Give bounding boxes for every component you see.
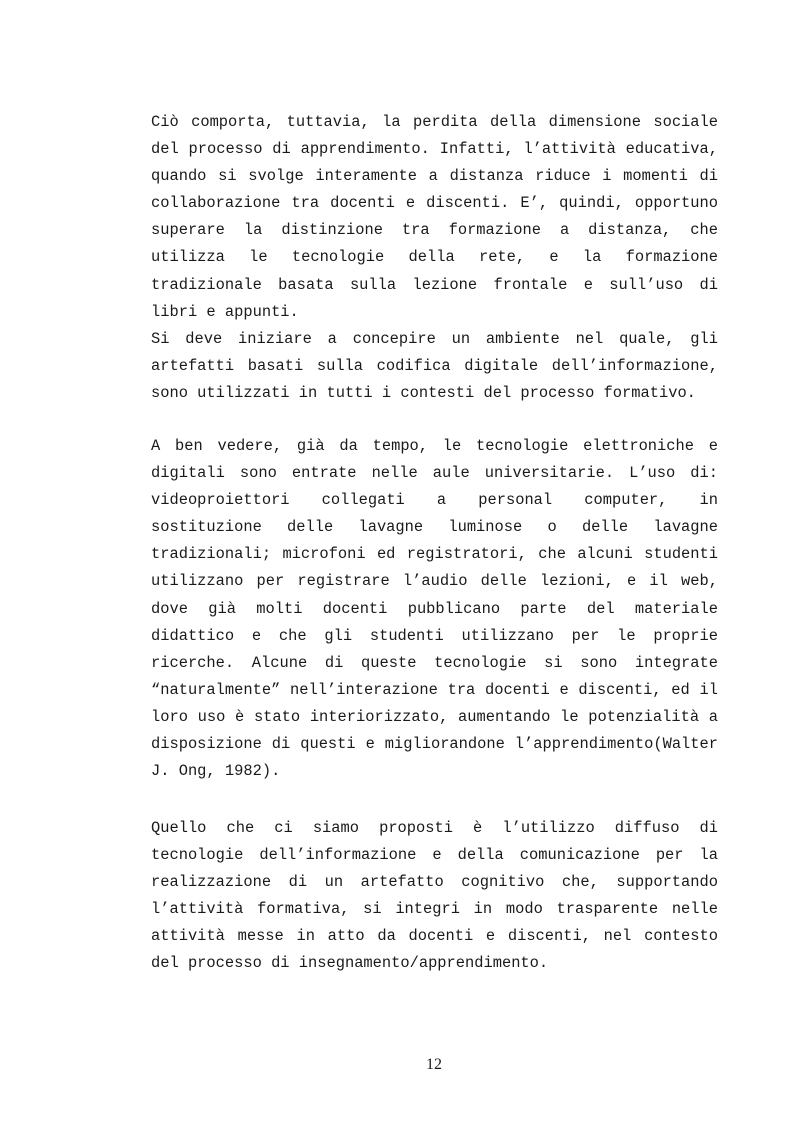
paragraph: A ben vedere, già da tempo, le tecnologie elettroniche e digitali sono entrate nelle aule universitarie. L’uso di: videoproiettori collegati a personal computer, in sostituzione delle lavagne luminose o delle lavagne tradizionali; microfoni ed registratori, che alcuni studenti utilizzano per registrare l’audio delle lezioni, e il web, dove già molti docenti pubblicano parte del materiale didattico e che gli studenti utilizzano per le proprie ricerche. Alcune di queste tecnologie si sono integrate “naturalmente” nell’interazione tra docenti e discenti, ed il loro uso è stato interiorizzato, aumentando le potenzialità a disposizione di questi e migliorandone l’apprendimento(Walter J. Ong, 1982).: [151, 437, 718, 781]
paragraph: Quello che ci siamo proposti è l’utilizzo diffuso di tecnologie dell’informazione e della comunicazione per la realizzazione di un artefatto cognitivo che, supportando l’attività formativa, si integri in modo trasparente nelle attività messe in atto da docenti e discenti, nel contesto del processo di insegnamento/apprendimento.: [151, 819, 718, 973]
paragraph-block-2: [151, 433, 718, 785]
paragraph-block-1: [151, 109, 718, 407]
paragraph-block-3: [151, 815, 718, 978]
paragraph: Ciò comporta, tuttavia, la perdita della dimensione sociale del processo di apprendimento. Infatti, l’attività educativa, quando si svolge interamente a distanza riduce i momenti di collaborazione tra docenti e discenti. E’, quindi, opportuno superare la distinzione tra formazione a distanza, che utilizza le tecnologie della rete, e la formazione tradizionale basata sulla lezione frontale e sull’uso di libri e appunti.: [151, 113, 718, 321]
page-number: 12: [426, 1056, 442, 1073]
paragraph: Si deve iniziare a concepire un ambiente nel quale, gli artefatti basati sulla codifica digitale dell’informazione, sono utilizzati in tutti i contesti del processo formativo.: [151, 329, 718, 402]
